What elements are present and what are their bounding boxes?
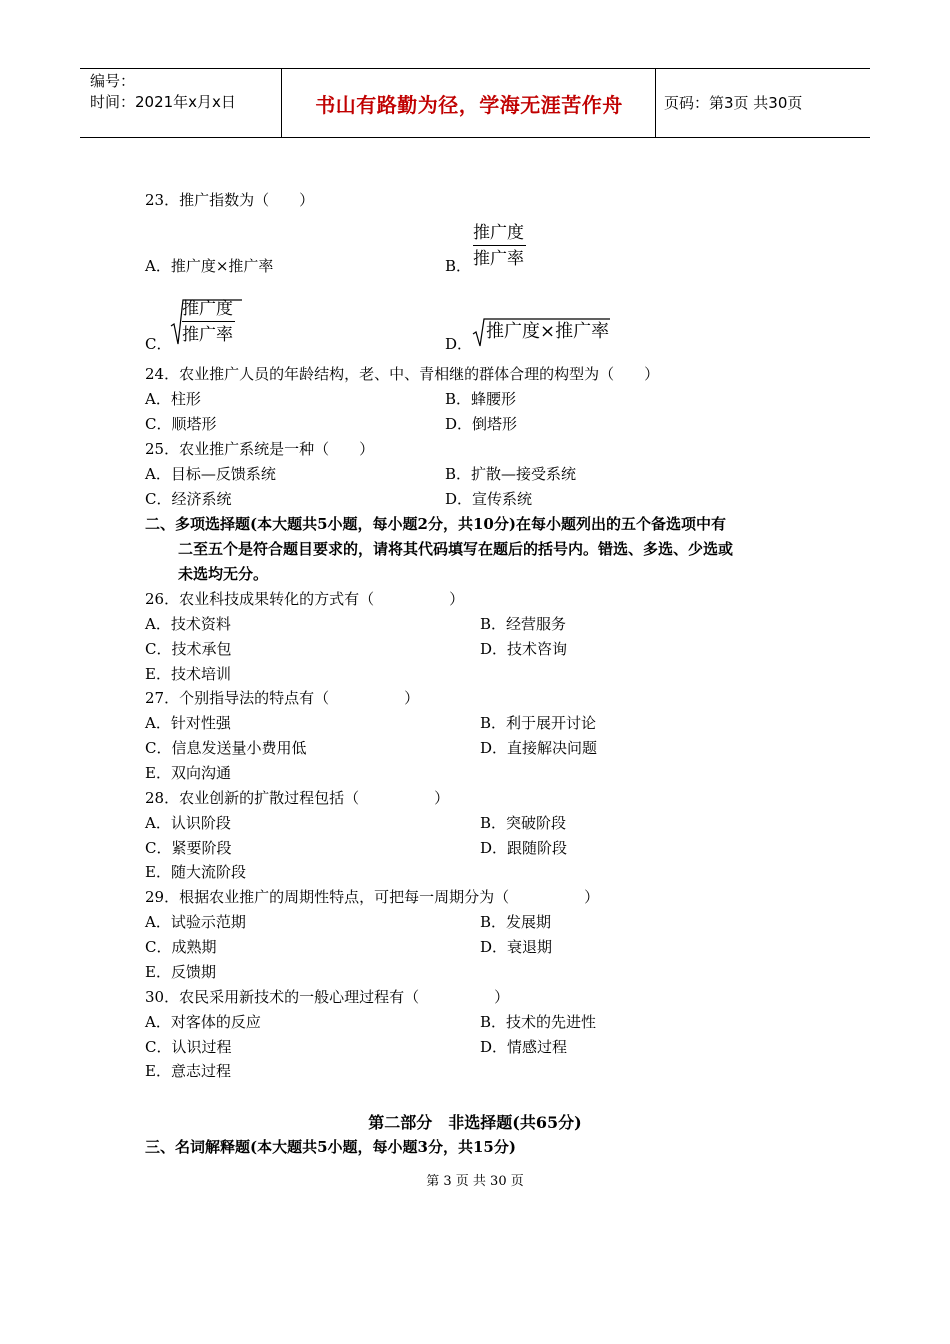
question-27-option-b: B．利于展开讨论 — [480, 714, 597, 732]
fraction-numerator: 推广度 — [182, 298, 235, 322]
question-23-option-d-radical — [472, 316, 612, 348]
question-26-option-d: D．技术咨询 — [480, 640, 568, 658]
question-30-option-b: B．技术的先进性 — [480, 1013, 597, 1031]
question-24-stem: 24．农业推广人员的年龄结构，老、中、青相继的群体合理的构型为（ ） — [145, 365, 660, 383]
question-25-option-d: D．宣传系统 — [445, 490, 533, 508]
fraction-denominator: 推广率 — [182, 325, 233, 345]
section-2-heading: 二、多项选择题(本大题共5小题，每小题2分，共10分)在每小题列出的五个备选项中有 — [145, 515, 726, 533]
question-30-option-a: A．对客体的反应 — [145, 1013, 261, 1031]
question-23-option-a: A．推广度×推广率 — [145, 257, 274, 275]
question-29-option-a: A．试验示范期 — [145, 913, 246, 931]
question-23-option-d-label: D． — [445, 335, 473, 353]
question-26-option-a: A．技术资料 — [145, 615, 231, 633]
document-date-label: 时间：2021年x月x日 — [90, 93, 236, 111]
question-28-option-c: C．紧要阶段 — [145, 839, 232, 857]
header-motto: 书山有路勤为径，学海无涯苦作舟 — [315, 93, 623, 117]
question-29-option-b: B．发展期 — [480, 913, 552, 931]
question-25-option-c: C．经济系统 — [145, 490, 232, 508]
question-23-option-b-label: B． — [445, 257, 472, 275]
question-25-option-a: A．目标—反馈系统 — [145, 465, 276, 483]
header-meta — [90, 71, 236, 113]
question-23-option-c-fraction — [182, 298, 235, 346]
question-27-option-a: A．针对性强 — [145, 714, 231, 732]
fraction-denominator: 推广率 — [473, 249, 524, 269]
question-27-option-d: D．直接解决问题 — [480, 739, 598, 757]
question-28-option-d: D．跟随阶段 — [480, 839, 568, 857]
header-page-number: 页码：第3页 共30页 — [664, 94, 803, 112]
question-23-option-c-radical — [170, 296, 244, 348]
question-29-option-d: D．衰退期 — [480, 938, 553, 956]
question-28-option-e: E．随大流阶段 — [145, 863, 246, 881]
question-28-stem: 28．农业创新的扩散过程包括（ ） — [145, 789, 450, 807]
section-2-instructions: 二至五个是符合题目要求的，请将其代码填写在题后的括号内。错选、多选、少选或 — [178, 540, 734, 558]
question-24-option-a: A．柱形 — [145, 390, 201, 408]
question-23-stem: 23．推广指数为（ ） — [145, 191, 315, 209]
question-26-stem: 26．农业科技成果转化的方式有（ ） — [145, 590, 465, 608]
question-30-option-e: E．意志过程 — [145, 1062, 231, 1080]
section-2-instructions-end: 未选均无分。 — [178, 565, 269, 583]
fraction-numerator: 推广度 — [473, 222, 526, 246]
question-28-option-a: A．认识阶段 — [145, 814, 231, 832]
question-30-option-d: D．情感过程 — [480, 1038, 568, 1056]
question-28-option-b: B．突破阶段 — [480, 814, 567, 832]
question-23-option-c-label: C． — [145, 335, 172, 353]
question-23-option-b-fraction — [473, 222, 526, 270]
document-number-label: 编号： — [90, 72, 136, 90]
header-divider — [655, 69, 656, 137]
question-30-option-c: C．认识过程 — [145, 1038, 232, 1056]
section-3-heading: 三、名词解释题(本大题共5小题，每小题3分，共15分) — [145, 1138, 516, 1156]
page-footer: 第 3 页 共 30 页 — [426, 1174, 524, 1189]
question-30-stem: 30．农民采用新技术的一般心理过程有（ ） — [145, 988, 510, 1006]
question-29-stem: 29．根据农业推广的周期性特点，可把每一周期分为（ ） — [145, 888, 600, 906]
question-25-stem: 25．农业推广系统是一种（ ） — [145, 440, 375, 458]
question-26-option-c: C．技术承包 — [145, 640, 232, 658]
question-26-option-b: B．经营服务 — [480, 615, 567, 633]
page-header — [80, 68, 870, 138]
question-24-option-d: D．倒塔形 — [445, 415, 518, 433]
question-24-option-c: C．顺塔形 — [145, 415, 217, 433]
question-25-option-b: B．扩散—接受系统 — [445, 465, 577, 483]
question-26-option-e: E．技术培训 — [145, 665, 231, 683]
part-2-title: 第二部分 非选择题(共65分) — [368, 1113, 582, 1132]
question-27-stem: 27．个别指导法的特点有（ ） — [145, 689, 420, 707]
radical-expression: 推广度×推广率 — [486, 321, 610, 342]
question-29-option-e: E．反馈期 — [145, 963, 216, 981]
question-27-option-e: E．双向沟通 — [145, 764, 231, 782]
question-29-option-c: C．成熟期 — [145, 938, 217, 956]
question-24-option-b: B．蜂腰形 — [445, 390, 517, 408]
question-27-option-c: C．信息发送量小费用低 — [145, 739, 307, 757]
